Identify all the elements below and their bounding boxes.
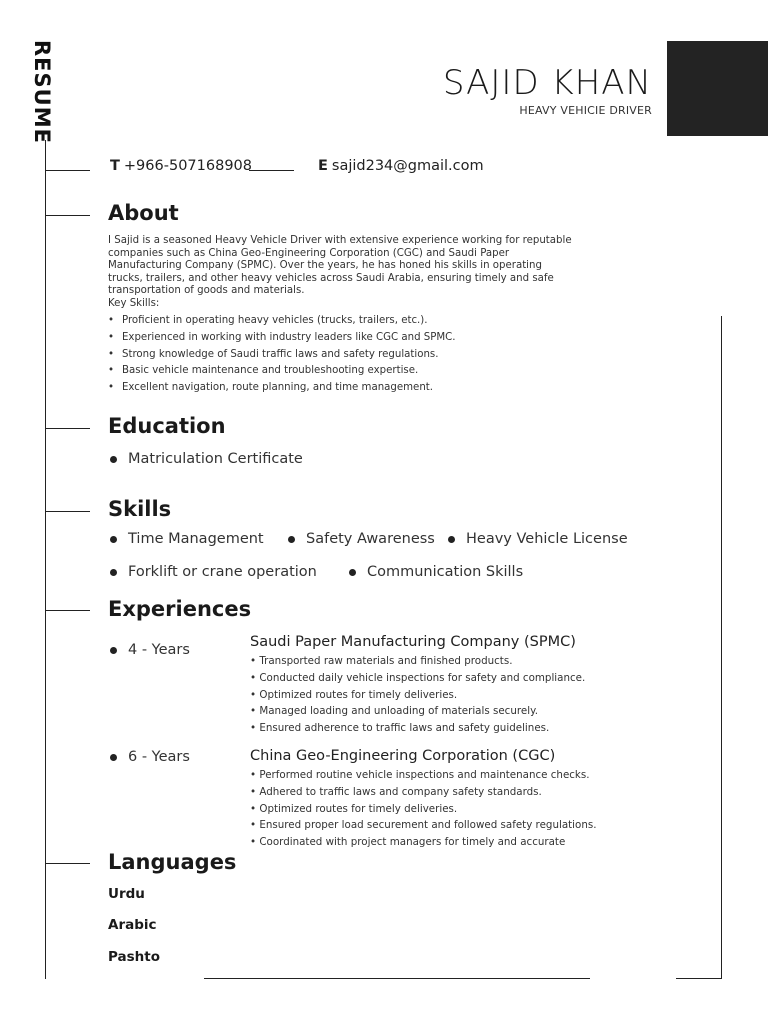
list-item: • Strong knowledge of Saudi traffic laws and safety regulations. (108, 347, 456, 364)
list-item: • Proficient in operating heavy vehicles (trucks, trailers, etc.). (108, 313, 456, 330)
list-item: • Ensured adherence to traffic laws and safety guidelines. (250, 720, 585, 737)
left-tick-skills (45, 511, 90, 512)
contact-rule-phone (249, 170, 294, 171)
skill-item: Heavy Vehicle License (446, 531, 628, 547)
email-label: E (318, 158, 328, 174)
bottom-rule-right (676, 978, 722, 979)
email-value: sajid234@gmail.com (331, 158, 484, 174)
list-item: • Performed routine vehicle inspections and maintenance checks. (250, 767, 597, 784)
about-paragraph: I Sajid is a seasoned Heavy Vehicle Driver with extensive experience working for reputable companies such as China Geo-Engineering Corporation (CGC) and Saudi Paper Manufacturing Company (SPMC). Over the years, he has honed his skills in operating trucks, trailers, and other heavy vehicles across Saudi Arabia, ensuring timely and safe transportation of goods and materials. (108, 235, 572, 296)
skill-item: Forklift or crane operation (108, 564, 317, 580)
resume-side-label: RESUME (30, 40, 54, 144)
right-vertical-rule (721, 316, 722, 979)
list-item: • Basic vehicle maintenance and troubleshooting expertise. (108, 363, 456, 380)
left-tick-education (45, 428, 90, 429)
left-vertical-rule (45, 140, 46, 979)
experience-duration: 4 - Years (108, 642, 190, 658)
key-skills-label: Key Skills: (108, 297, 160, 309)
languages-title: Languages (108, 850, 237, 874)
experience-company: Saudi Paper Manufacturing Company (SPMC) (250, 634, 576, 650)
left-tick-experiences (45, 610, 90, 611)
language-item: Urdu (108, 886, 145, 902)
list-item: • Optimized routes for timely deliveries. (250, 801, 597, 818)
skill-item: Time Management (108, 531, 264, 547)
left-tick-about (45, 215, 90, 216)
phone-contact (110, 158, 252, 174)
list-item: • Adhered to traffic laws and company safety standards. (250, 784, 597, 801)
list-item: • Excellent navigation, route planning, and time management. (108, 380, 456, 397)
bottom-rule-center (204, 978, 590, 979)
skill-item: Safety Awareness (286, 531, 435, 547)
left-tick-contact (45, 170, 90, 171)
language-item: Pashto (108, 949, 161, 965)
phone-value: +966-507168908 (123, 158, 252, 174)
experiences-title: Experiences (108, 597, 252, 621)
candidate-name: SAJID KHAN (442, 63, 652, 103)
candidate-role: HEAVY VEHICIE DRIVER (519, 104, 652, 117)
education-item: Matriculation Certificate (108, 451, 303, 467)
experience-bullets (250, 653, 585, 737)
experience-bullets (250, 767, 597, 851)
email-contact (318, 158, 484, 174)
list-item: • Transported raw materials and finished products. (250, 653, 585, 670)
left-tick-languages (45, 863, 90, 864)
about-text (108, 235, 578, 310)
list-item: • Ensured proper load securement and followed safety regulations. (250, 817, 597, 834)
about-title: About (108, 201, 179, 225)
phone-label: T (110, 158, 120, 174)
list-item: • Coordinated with project managers for timely and accurate (250, 834, 597, 851)
list-item: • Optimized routes for timely deliveries. (250, 687, 585, 704)
corner-block (667, 41, 768, 136)
experience-company: China Geo-Engineering Corporation (CGC) (250, 748, 556, 764)
language-item: Arabic (108, 917, 157, 933)
skill-item: Communication Skills (347, 564, 523, 580)
about-bullets (108, 313, 456, 397)
list-item: • Experienced in working with industry leaders like CGC and SPMC. (108, 330, 456, 347)
list-item: • Managed loading and unloading of materials securely. (250, 703, 585, 720)
experience-duration: 6 - Years (108, 749, 190, 765)
education-title: Education (108, 414, 226, 438)
skills-title: Skills (108, 497, 172, 521)
list-item: • Conducted daily vehicle inspections for safety and compliance. (250, 670, 585, 687)
